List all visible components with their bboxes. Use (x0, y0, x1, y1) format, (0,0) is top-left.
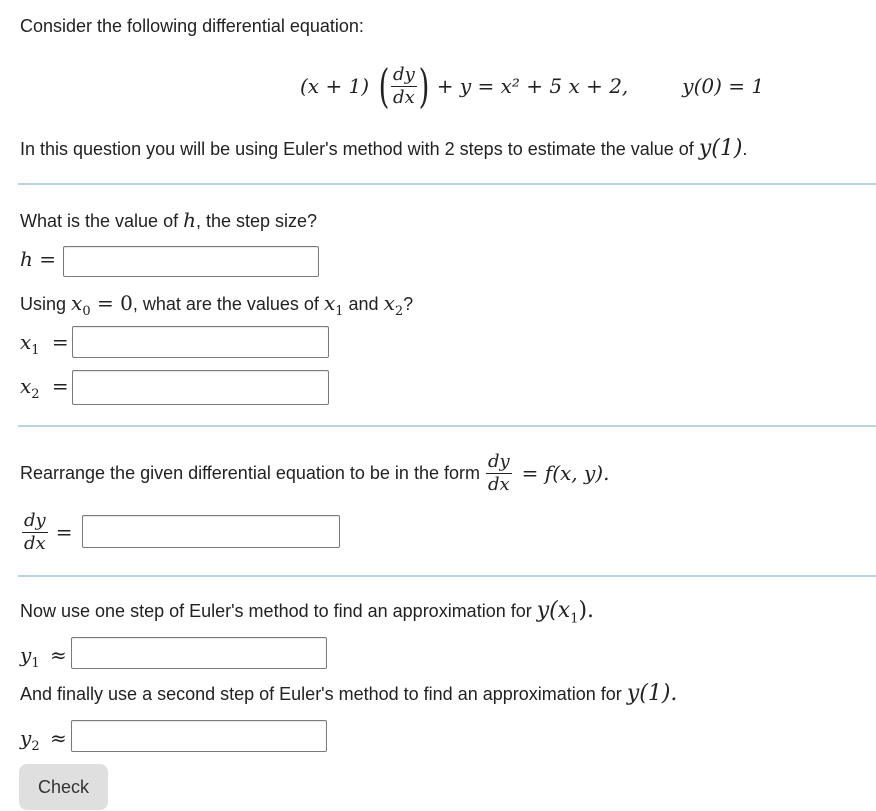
equation-rhs: + y = x² + 5 x + 2, (436, 74, 629, 98)
x1-label-op: = (51, 330, 69, 354)
section-divider-1 (18, 183, 876, 185)
y1-label (20, 643, 67, 671)
y1-label-op: ≈ (49, 643, 67, 667)
step-size-question (20, 209, 317, 232)
right-paren: ) (418, 59, 430, 113)
euler-step1-target-var: x (557, 598, 571, 623)
x2-ref-sub: 2 (394, 304, 404, 319)
x2-label (20, 374, 69, 402)
step-size-label (20, 247, 56, 271)
x-values-question-end: ? (403, 294, 414, 314)
left-paren: ( (378, 59, 390, 113)
x-values-question-mid: , what are the values of (132, 294, 319, 314)
y2-label (20, 726, 67, 754)
step-size-label-var: h (20, 247, 33, 271)
x0-var: x (71, 291, 83, 315)
rearrange-form-fraction (486, 450, 512, 495)
y2-label-sub: 2 (31, 739, 40, 754)
dydx-label (22, 506, 72, 558)
step-size-question-suffix: , the step size? (196, 211, 318, 231)
x2-ref-var: x (383, 291, 395, 315)
euler-step2-text: And finally use a second step of Euler's method to find an approximation for (20, 684, 622, 704)
x0-expression (71, 291, 133, 319)
section-divider-3 (18, 575, 876, 577)
x1-ref (323, 291, 344, 319)
instruction-target: y(1) (698, 136, 743, 161)
x1-input[interactable] (72, 326, 329, 358)
x-values-question-prefix: Using (20, 294, 67, 314)
euler-step1-question (20, 600, 594, 630)
step-size-question-var: h (183, 208, 196, 232)
euler-step2-target: y(1). (626, 681, 678, 706)
step-size-question-prefix: What is the value of (20, 211, 179, 231)
x1-ref-var: x (323, 291, 336, 315)
euler-step1-target-suffix: ). (578, 598, 595, 623)
fraction-denominator: dx (393, 86, 415, 108)
x1-label-sub: 1 (31, 343, 40, 358)
x2-label-sub: 2 (31, 387, 40, 402)
dydx-label-fraction (22, 509, 48, 554)
step-size-input[interactable] (63, 246, 319, 277)
dydx-label-numerator: dy (24, 509, 46, 531)
x2-input[interactable] (72, 370, 329, 405)
differential-equation (300, 56, 764, 116)
y2-label-op: ≈ (49, 726, 67, 750)
check-button[interactable]: Check (19, 764, 108, 810)
x2-ref (383, 291, 404, 319)
y2-label-var: y (20, 726, 32, 750)
euler-step1-target-prefix: y( (536, 598, 558, 623)
euler-step1-target-sub: 1 (570, 611, 579, 627)
euler-step1-target (536, 598, 595, 627)
x1-ref-sub: 1 (335, 304, 344, 319)
y1-label-var: y (20, 643, 32, 667)
intro-text: Consider the following differential equation: (20, 16, 364, 36)
x1-label-var: x (20, 330, 32, 354)
rearrange-form-numerator: dy (487, 450, 510, 472)
x2-label-var: x (20, 374, 32, 398)
x0-sub: 0 (82, 304, 91, 319)
dydx-label-denominator: dx (24, 532, 46, 554)
dydx-label-op: = (55, 520, 73, 544)
euler-step1-text: Now use one step of Euler's method to find an approximation for (20, 601, 532, 621)
rearrange-text: Rearrange the given differential equation to be in the form (20, 463, 480, 483)
instruction-body: In this question you will be using Euler's method with 2 steps to estimate the value of (20, 139, 694, 159)
y1-label-sub: 1 (31, 656, 40, 671)
x1-label (20, 330, 69, 358)
euler-step2-question (20, 683, 677, 705)
step-size-label-op: = (39, 247, 57, 271)
rearrange-question (20, 445, 609, 501)
y2-input[interactable] (71, 720, 327, 752)
initial-condition: y(0) = 1 (682, 74, 765, 98)
section-divider-2 (18, 425, 876, 427)
fraction-numerator: dy (393, 63, 415, 85)
instruction-text (20, 138, 747, 160)
x0-value: = 0 (96, 291, 133, 315)
x2-label-op: = (51, 374, 69, 398)
y1-input[interactable] (71, 637, 327, 669)
x-values-question (20, 292, 413, 323)
equation-lhs-factor: (x + 1) (300, 74, 370, 98)
instruction-end: . (742, 139, 748, 159)
dy-dx-fraction (391, 63, 417, 108)
rearrange-form-denominator: dx (487, 473, 510, 495)
x-values-and: and (348, 294, 379, 314)
dydx-input[interactable] (82, 515, 340, 548)
rearrange-form-rhs: = f(x, y). (521, 461, 610, 485)
